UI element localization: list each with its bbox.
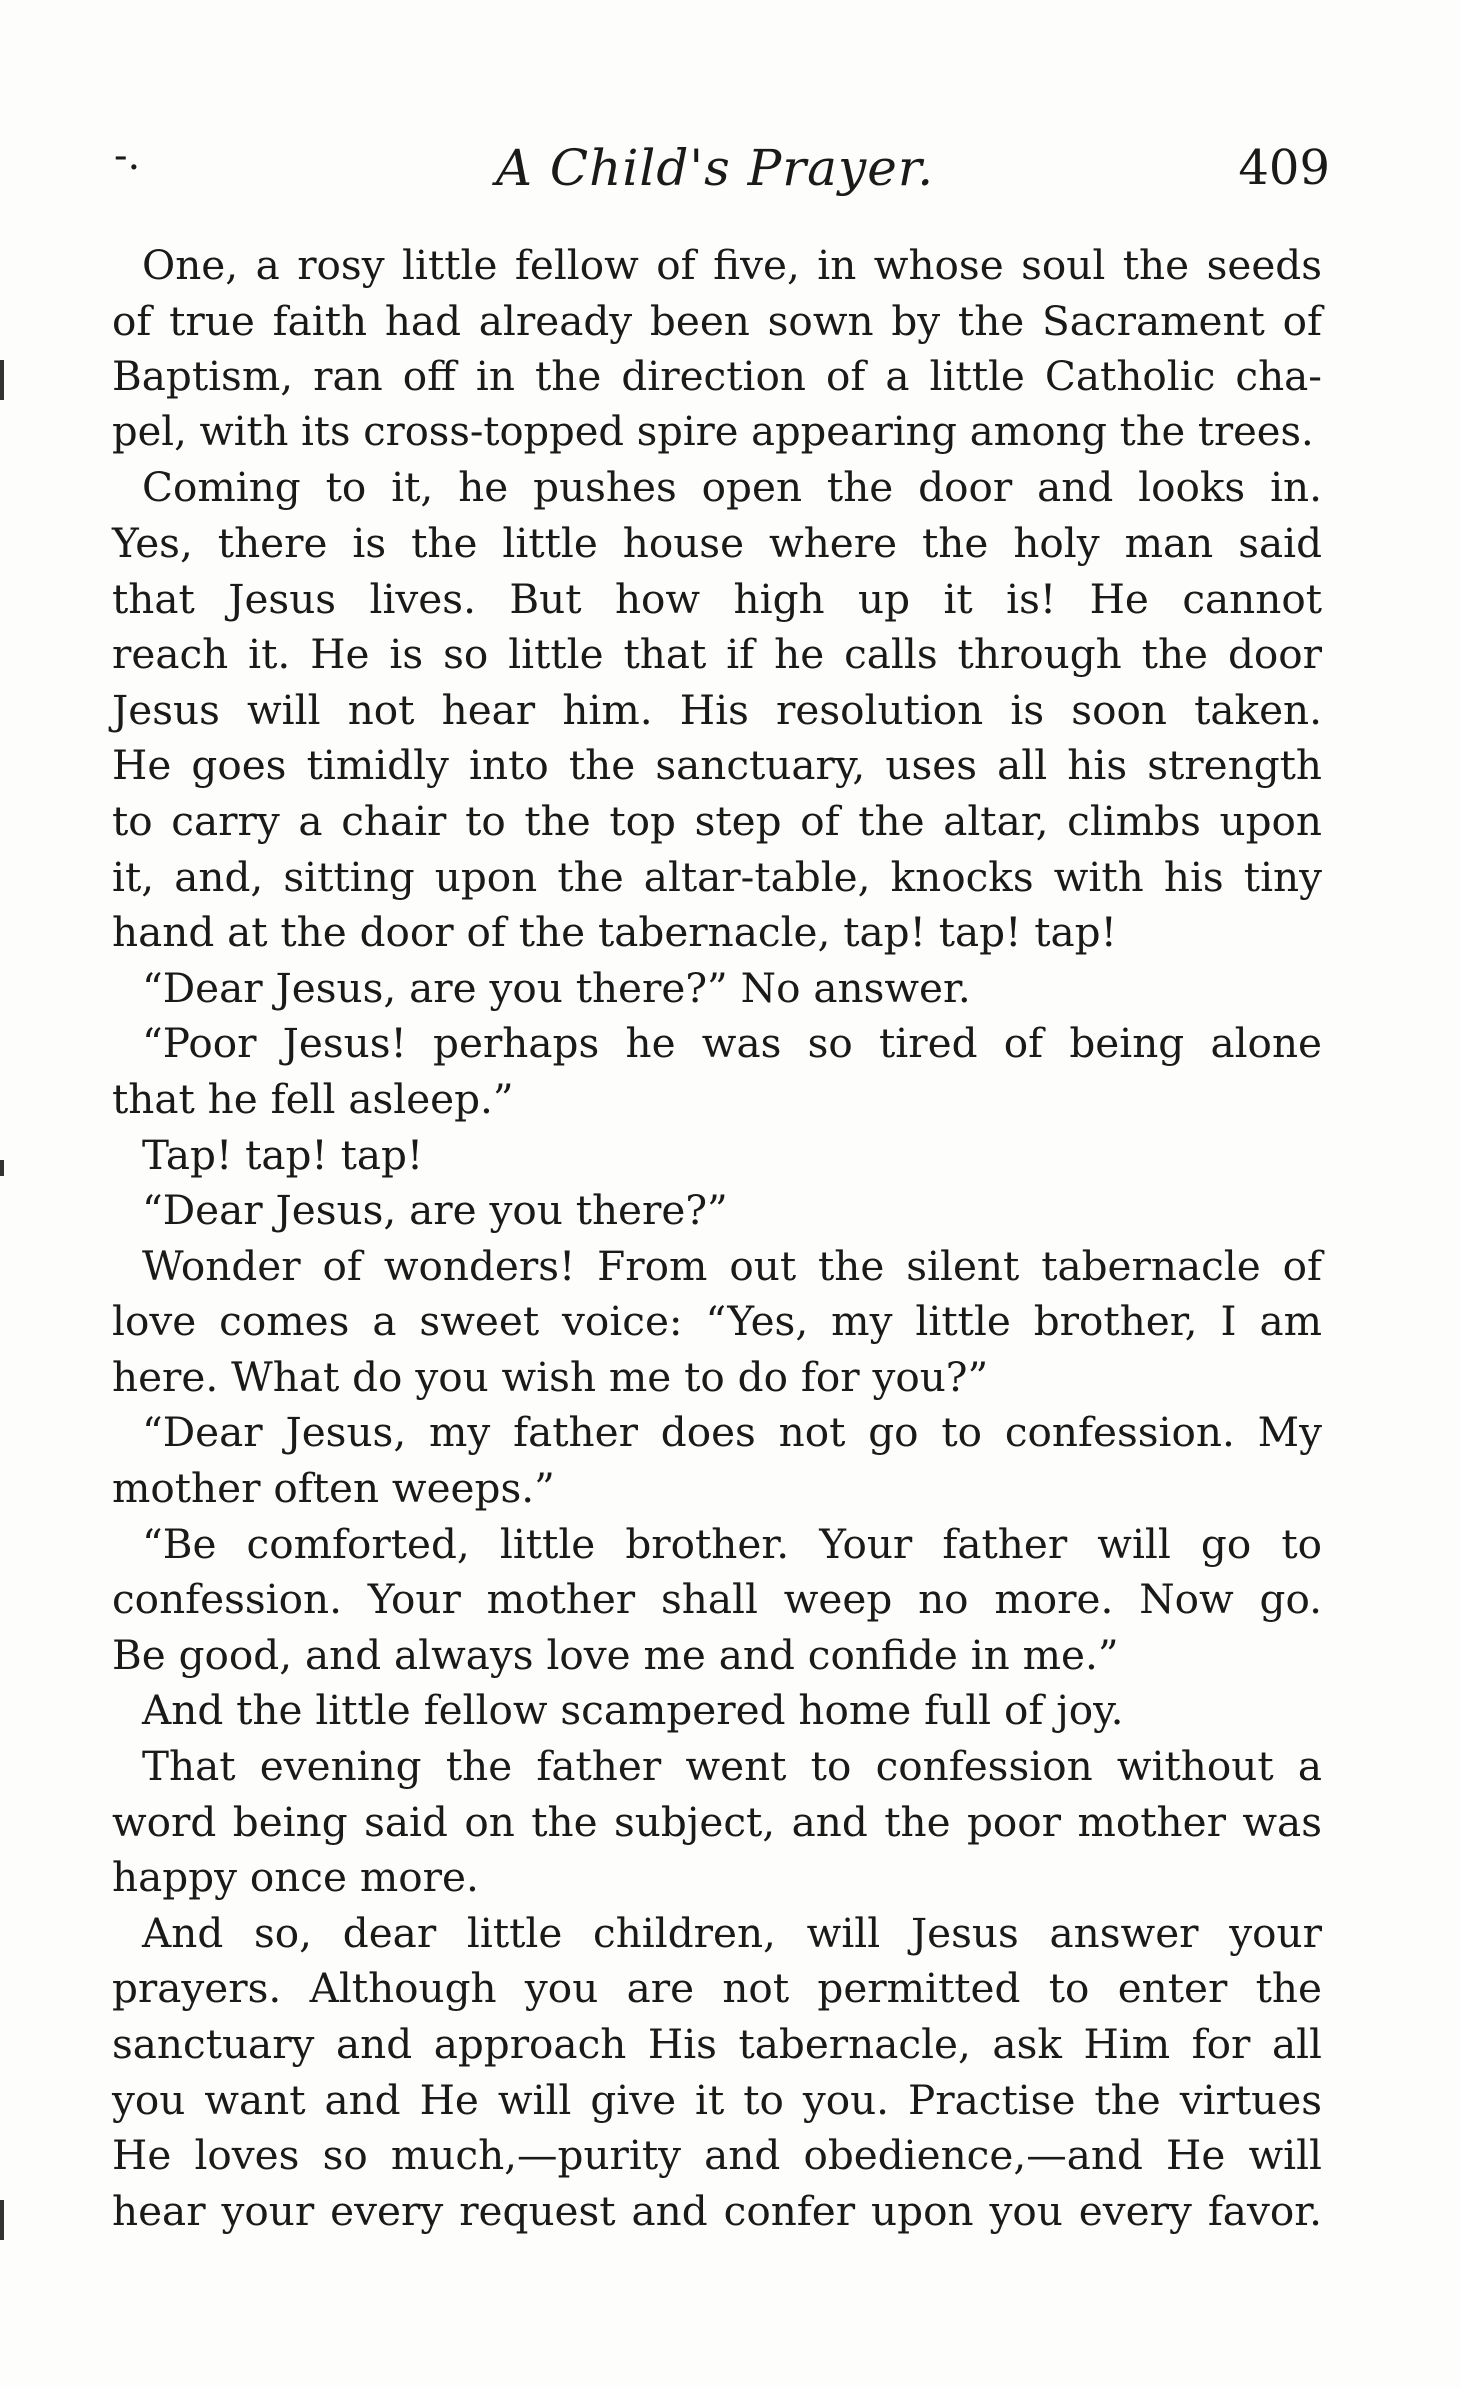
text-line: He loves so much,—purity and obedience,—and He will: [112, 2131, 1322, 2180]
scan-edge-mark-bottom: [0, 2200, 4, 2240]
text-line: Yes, there is the little house where the holy man said: [112, 518, 1322, 567]
text-line: hand at the door of the tabernacle, tap! tap! tap!: [112, 908, 1117, 957]
text-line: that Jesus lives. But how high up it is! He cannot: [112, 574, 1322, 623]
text-line: sanctuary and approach His tabernacle, ask Him for all: [112, 2020, 1322, 2068]
running-title: A Child's Prayer.: [495, 139, 935, 197]
text-line: And so, dear little children, will Jesus answer your: [142, 1908, 1322, 1957]
text-line: Coming to it, he pushes open the door and looks in.: [142, 463, 1322, 512]
text-line: Tap! tap! tap!: [142, 1130, 424, 1179]
text-line: “Dear Jesus, are you there?”: [142, 1186, 728, 1235]
text-line: “Be comforted, little brother. Your father will go to: [142, 1519, 1322, 1568]
text-line: happy once more.: [112, 1853, 479, 1902]
text-line: “Poor Jesus! perhaps he was so tired of being alone: [142, 1019, 1322, 1068]
text-line: That evening the father went to confession without a: [142, 1742, 1322, 1791]
page-number: 409: [1238, 140, 1330, 196]
text-line: One, a rosy little fellow of five, in whose soul the seeds: [142, 241, 1322, 289]
text-line: confession. Your mother shall weep no more. Now go.: [112, 1575, 1322, 1624]
text-line: Baptism, ran off in the direction of a little Catholic cha-: [112, 352, 1322, 401]
text-line: it, and, sitting upon the altar-table, knocks with his tiny: [112, 852, 1322, 901]
text-line: of true faith had already been sown by the Sacrament of: [112, 296, 1322, 345]
text-line: Wonder of wonders! From out the silent tabernacle of: [142, 1241, 1322, 1290]
text-line: love comes a sweet voice: “Yes, my little brother, I am: [112, 1297, 1322, 1346]
text-line: And the little fellow scampered home full of joy.: [142, 1686, 1124, 1735]
scan-edge-mark-middle: [0, 1160, 4, 1176]
header-mark: -.: [114, 133, 141, 179]
text-line: mother often weeps.”: [112, 1464, 555, 1513]
text-line: prayers. Although you are not permitted to enter the: [112, 1964, 1322, 2013]
text-line: He goes timidly into the sanctuary, uses all his strength: [112, 741, 1322, 790]
text-line: pel, with its cross-topped spire appearing among the trees.: [112, 408, 1314, 455]
text-line: word being said on the subject, and the poor mother was: [112, 1797, 1322, 1846]
text-line: Be good, and always love me and confide in me.”: [112, 1630, 1119, 1679]
text-line: here. What do you wish me to do for you?”: [112, 1352, 989, 1401]
text-line: “Dear Jesus, my father does not go to confession. My: [142, 1408, 1322, 1457]
page-header: [100, 133, 1330, 197]
text-line: you want and He will give it to you. Practise the virtues: [112, 2075, 1322, 2124]
text-line: to carry a chair to the top step of the altar, climbs upon: [112, 796, 1322, 845]
text-line: reach it. He is so little that if he calls through the door: [112, 630, 1322, 679]
text-line: that he fell asleep.”: [112, 1074, 514, 1123]
scan-edge-mark-top: [0, 360, 4, 400]
body-text: [112, 238, 1322, 2239]
text-line: Jesus will not hear him. His resolution is soon taken.: [112, 685, 1322, 734]
text-line: hear your every request and confer upon you every favor.: [112, 2186, 1322, 2235]
text-line: “Dear Jesus, are you there?” No answer.: [142, 963, 971, 1012]
